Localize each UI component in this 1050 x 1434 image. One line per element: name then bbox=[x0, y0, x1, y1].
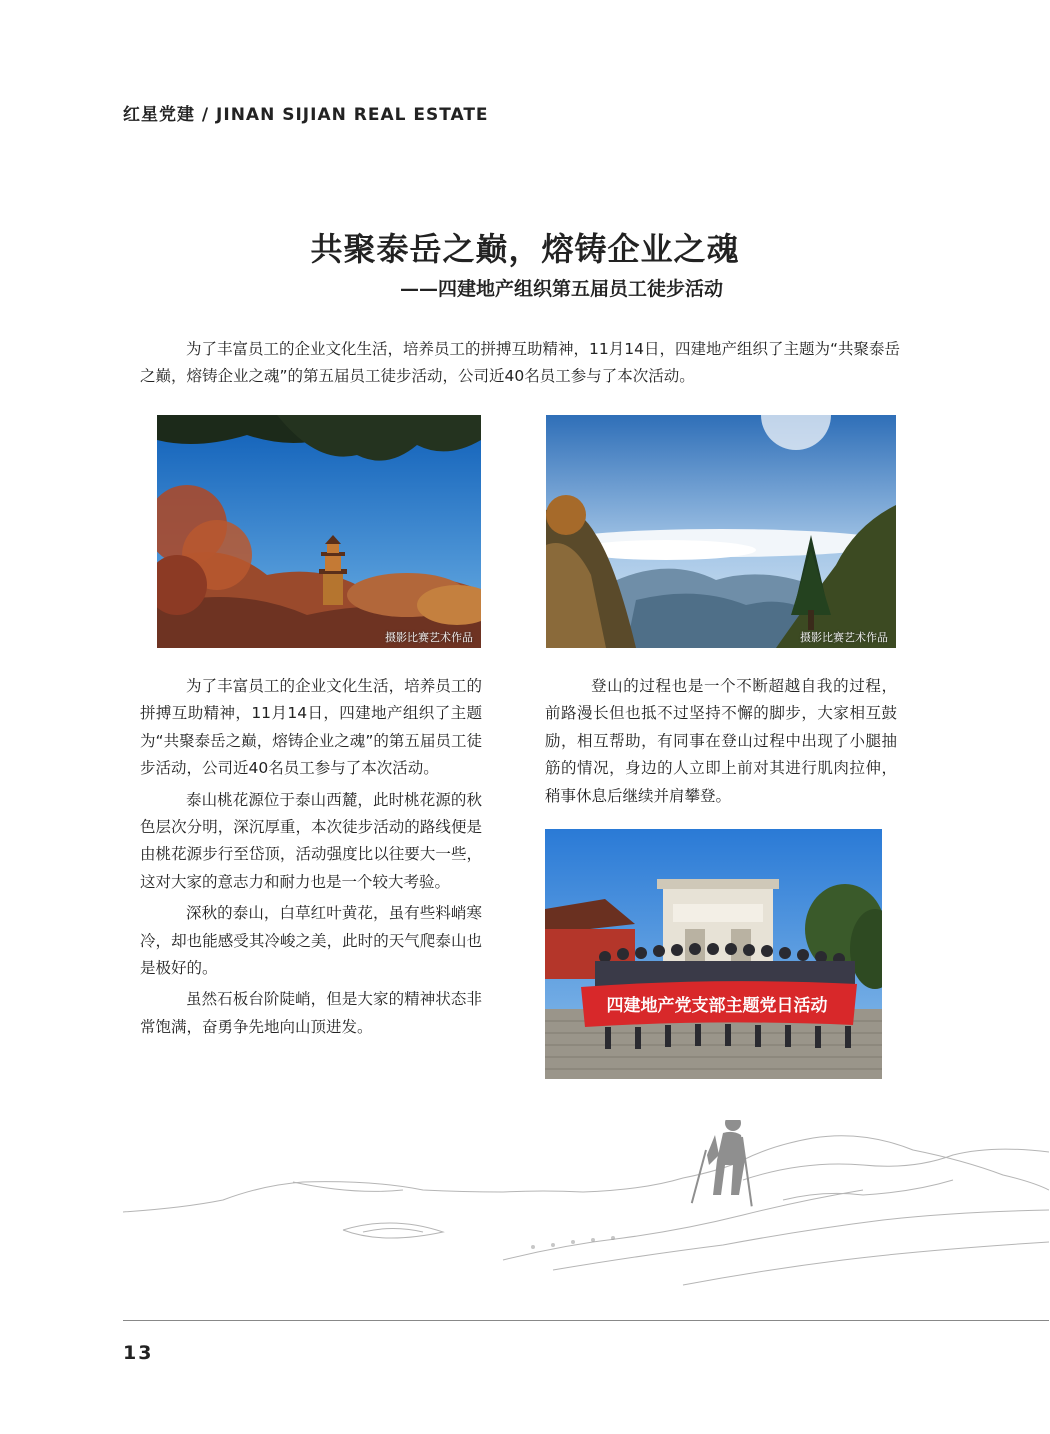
paragraph: 深秋的泰山，白草红叶黄花，虽有些料峭寒冷，却也能感受其冷峻之美，此时的天气爬泰山也是极好的。 bbox=[140, 904, 482, 978]
footer-divider bbox=[123, 1320, 1049, 1321]
article-title: 共聚泰岳之巅，熔铸企业之魂 bbox=[310, 230, 740, 268]
paragraph: 泰山桃花源位于泰山西麓，此时桃花源的秋色层次分明，深沉厚重，本次徒步活动的路线便是由桃花源步行至岱顶，活动强度比以往要大一些，这对大家的意志力和耐力也是一个较大考验。 bbox=[140, 790, 482, 891]
paragraph: 为了丰富员工的企业文化生活，培养员工的拼搏互助精神，11月14日，四建地产组织了主题为“共聚泰岳之巅，熔铸企业之魂”的第五届员工徒步活动，公司近40名员工参与了本次活动。 bbox=[140, 677, 482, 778]
banner-text: 四建地产党支部主题党日活动 bbox=[606, 996, 828, 1016]
page-number: 13 bbox=[123, 1342, 154, 1364]
photo-caption: 摄影比赛艺术作品 bbox=[385, 631, 473, 644]
paragraph: 登山的过程也是一个不断超越自我的过程，前路漫长但也抵不过坚持不懈的脚步，大家相互鼓励，相互帮助，有同事在登山过程中出现了小腿抽筋的情况，身边的人立即上前对其进行肌肉拉伸，稍事休息后继续并肩攀登。 bbox=[545, 677, 897, 805]
photo-caption: 摄影比赛艺术作品 bbox=[800, 631, 888, 644]
right-column-text bbox=[545, 673, 897, 814]
photo-pagoda bbox=[157, 415, 481, 648]
left-column-text bbox=[140, 673, 482, 1045]
article-subtitle: ——四建地产组织第五届员工徒步活动 bbox=[400, 278, 724, 300]
photo-group-banner bbox=[545, 829, 882, 1079]
intro-paragraph: 为了丰富员工的企业文化生活，培养员工的拼搏互助精神，11月14日，四建地产组织了主题为“共聚泰岳之巅，熔铸企业之魂”的第五届员工徒步活动，公司近40名员工参与了本次活动。 bbox=[140, 340, 900, 385]
paragraph: 虽然石板台阶陡峭，但是大家的精神状态非常饱满，奋勇争先地向山顶进发。 bbox=[140, 990, 482, 1036]
magazine-section-header: 红星党建 / JINAN SIJIAN REAL ESTATE bbox=[123, 105, 489, 125]
mountain-hiker-sketch bbox=[123, 1120, 1049, 1320]
photo-sea-of-clouds bbox=[546, 415, 896, 648]
